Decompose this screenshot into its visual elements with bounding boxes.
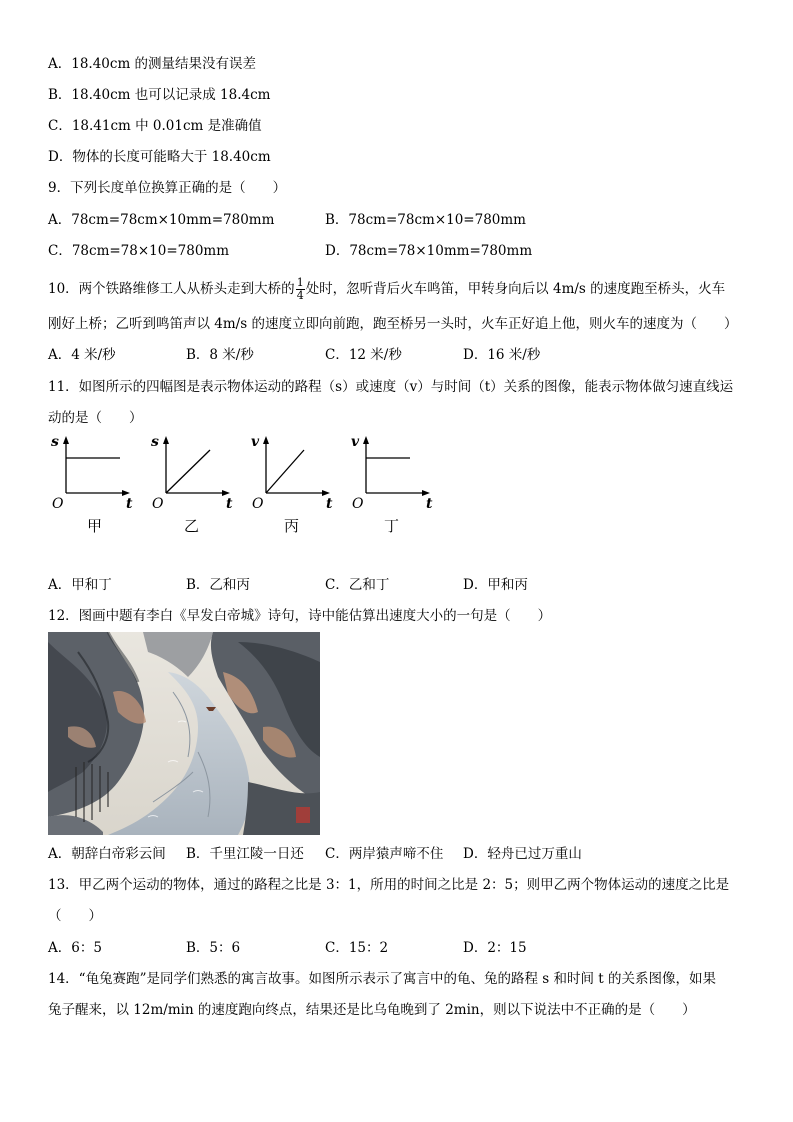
q10-option-d: D．16 米/秒 <box>463 347 541 363</box>
graph-yi-y-axis-label: s <box>151 434 159 450</box>
q12-option-b: B．千里江陵一日还 <box>186 846 304 862</box>
q10-stem-before: 10．两个铁路维修工人从桥头走到大桥的 <box>48 281 295 297</box>
q9-option-b: B．78cm=78cm×10=780mm <box>325 212 526 228</box>
q8-option-a: A．18.40cm 的测量结果没有误差 <box>48 56 257 72</box>
q9-option-c: C．78cm=78×10=780mm <box>48 243 230 259</box>
graph-bing-y-axis-label: v <box>251 434 260 450</box>
q9-stem: 9．下列长度单位换算正确的是（ ） <box>48 180 287 196</box>
q14-stem-line2: 兔子醒来，以 12m/min 的速度跑向终点，结果还是比乌龟晚到了 2min，则以下说法中不正确的是（ ） <box>48 1002 696 1018</box>
q11-option-a: A．甲和丁 <box>48 577 112 593</box>
q10-fraction-denominator: 4 <box>296 289 304 302</box>
graph-jia-y-axis-label: s <box>51 434 59 450</box>
q9-option-d: D．78cm=78×10mm=780mm <box>325 243 533 259</box>
graph-yi-x-axis-label: t <box>226 496 233 510</box>
graph-bing-origin: O <box>252 496 264 510</box>
q10-fraction <box>296 277 305 302</box>
q11-stem-line1: 11．如图所示的四幅图是表示物体运动的路程（s）或速度（v）与时间（t）关系的图像，能表示物体做匀速直线运 <box>48 379 734 395</box>
q10-stem-after: 处时，忽听背后火车鸣笛，甲转身向后以 4m/s 的速度跑至桥头，火车 <box>305 281 726 297</box>
q13-option-c: C．15：2 <box>325 940 389 956</box>
graph-ding-x-axis-label: t <box>426 496 433 510</box>
q9-option-a: A．78cm=78cm×10mm=780mm <box>48 212 275 228</box>
q10-option-b: B．8 米/秒 <box>186 347 254 363</box>
q12-option-c: C．两岸猿声啼不住 <box>325 846 444 862</box>
graph-yi <box>148 430 238 510</box>
q13-stem-line2: （ ） <box>48 908 102 924</box>
graph-bing-label: 丙 <box>284 517 300 535</box>
q11-option-b: B．乙和丙 <box>186 577 250 593</box>
q13-option-d: D．2：15 <box>463 940 527 956</box>
graph-jia-label: 甲 <box>87 517 103 535</box>
q8-option-b: B．18.40cm 也可以记录成 18.4cm <box>48 87 271 103</box>
landscape-painting <box>48 632 320 835</box>
q12-stem: 12．图画中题有李白《早发白帝城》诗句，诗中能估算出速度大小的一句是（ ） <box>48 608 552 624</box>
graph-ding-y-axis-label: v <box>351 434 360 450</box>
graph-jia-origin: O <box>52 496 64 510</box>
q10-option-c: C．12 米/秒 <box>325 347 402 363</box>
q10-stem-line2: 刚好上桥；乙听到鸣笛声以 4m/s 的速度立即向前跑，跑至桥另一头时，火车正好追上他，则火车的速度为（ ） <box>48 316 738 332</box>
q8-option-c: C．18.41cm 中 0.01cm 是准确值 <box>48 118 262 134</box>
q13-option-b: B．5：6 <box>186 940 241 956</box>
graph-jia-x-axis-label: t <box>126 496 133 510</box>
graph-ding-label: 丁 <box>384 517 400 535</box>
q10-option-a: A．4 米/秒 <box>48 347 116 363</box>
q11-stem-line2: 动的是（ ） <box>48 410 143 426</box>
graph-bing-x-axis-label: t <box>326 496 333 510</box>
q11-option-c: C．乙和丁 <box>325 577 390 593</box>
q13-stem-line1: 13．甲乙两个运动的物体，通过的路程之比是 3：1，所用的时间之比是 2：5；则甲乙两个物体运动的速度之比是 <box>48 877 730 893</box>
q13-option-a: A．6：5 <box>48 940 102 956</box>
graph-bing <box>248 430 338 510</box>
graph-ding <box>348 430 438 510</box>
graph-yi-origin: O <box>152 496 164 510</box>
graph-yi-label: 乙 <box>184 517 200 535</box>
q12-option-a: A．朝辞白帝彩云间 <box>48 846 166 862</box>
q11-option-d: D．甲和丙 <box>463 577 528 593</box>
q14-stem-line1: 14．“龟兔赛跑”是同学们熟悉的寓言故事。如图所示表示了寓言中的龟、兔的路程 s 和时间 t 的关系图像，如果 <box>48 971 716 987</box>
q10-stem-line1 <box>48 275 725 303</box>
q12-option-d: D．轻舟已过万重山 <box>463 846 582 862</box>
graph-ding-origin: O <box>352 496 364 510</box>
q8-option-d: D．物体的长度可能略大于 18.40cm <box>48 149 271 165</box>
graph-jia <box>48 430 138 510</box>
q10-fraction-numerator: 1 <box>296 276 304 289</box>
